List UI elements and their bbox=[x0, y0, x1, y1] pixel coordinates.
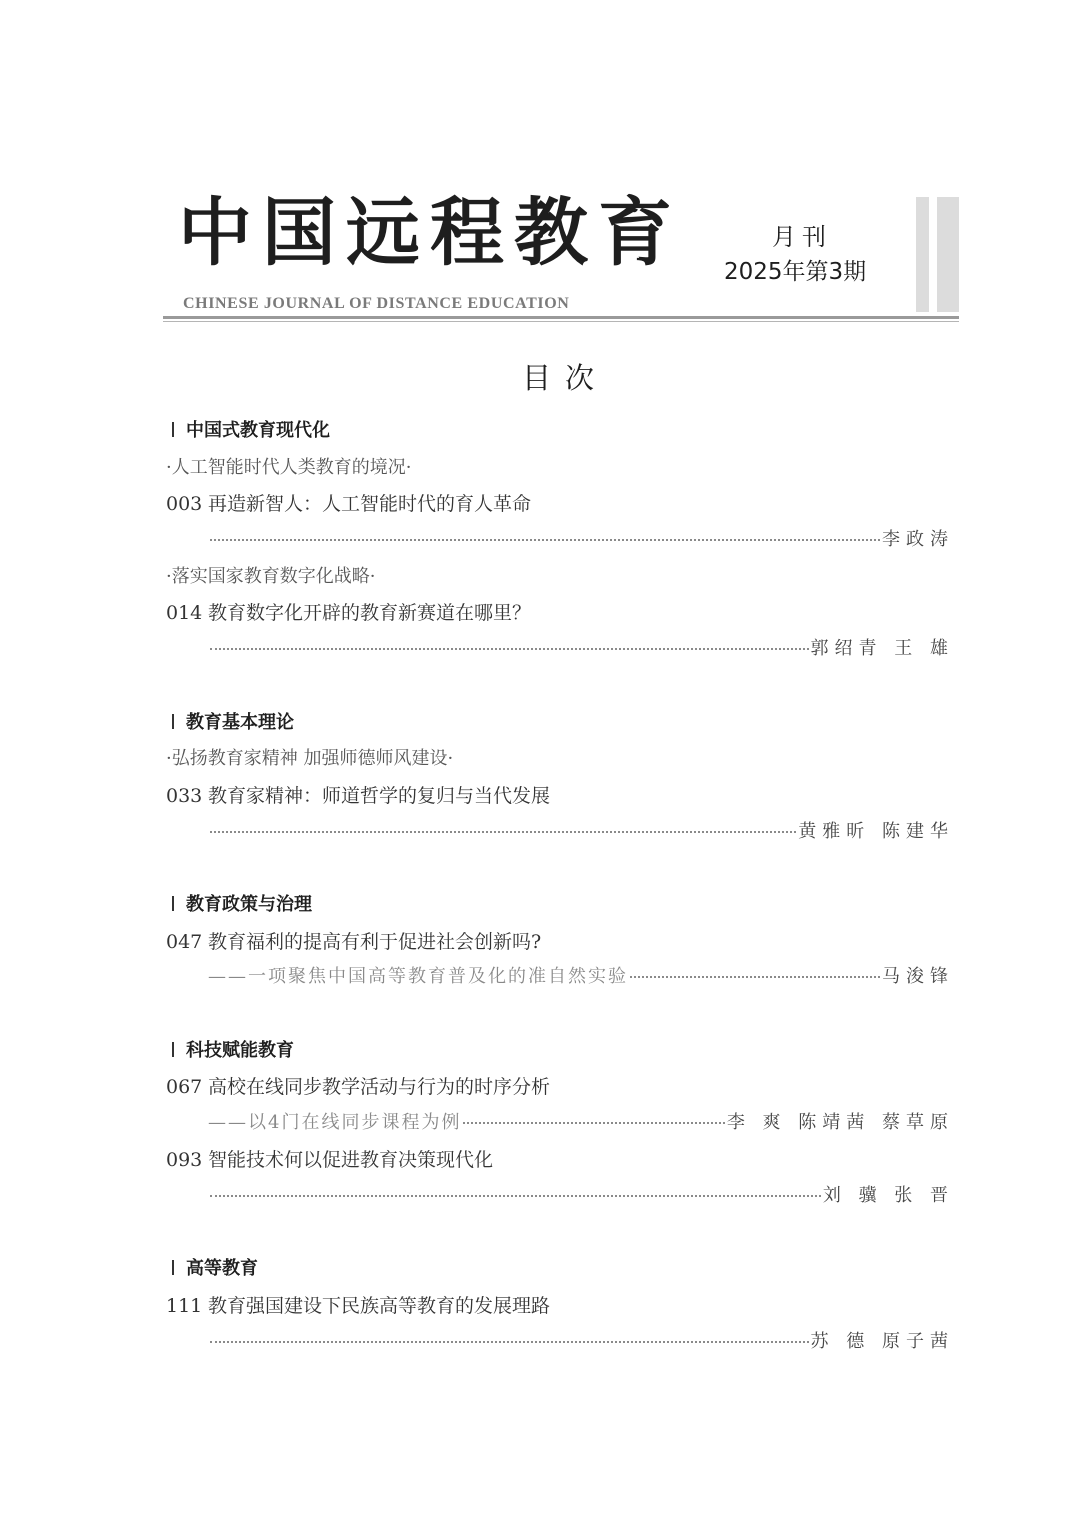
article-title-text: 再造新智人：人工智能时代的育人革命 bbox=[208, 493, 532, 515]
section-marker bbox=[172, 1042, 174, 1057]
dot-leader bbox=[463, 1122, 724, 1124]
article-title-text: 教育福利的提高有利于促进社会创新吗? bbox=[208, 931, 542, 953]
header-rule bbox=[163, 316, 959, 319]
section-marker bbox=[172, 422, 174, 437]
article-title-text: 教育强国建设下民族高等教育的发展理路 bbox=[208, 1295, 551, 1317]
article-title[interactable] bbox=[166, 1291, 550, 1318]
page-number: 003 bbox=[166, 493, 203, 515]
column-label: ·人工智能时代人类教育的境况· bbox=[166, 457, 412, 478]
dot-leader bbox=[210, 648, 809, 650]
page-number: 014 bbox=[166, 602, 203, 624]
article-title-text: 智能技术何以促进教育决策现代化 bbox=[208, 1149, 494, 1171]
article-authors: 黄雅昕 陈建华 bbox=[798, 821, 954, 842]
section-title: 科技赋能教育 bbox=[186, 1040, 294, 1061]
masthead bbox=[0, 0, 1080, 330]
article-leader-line bbox=[208, 634, 954, 660]
section-title: 教育政策与治理 bbox=[186, 894, 312, 915]
article-authors: 苏 德 原子茜 bbox=[810, 1331, 954, 1352]
article-subtitle: ——以4门在线同步课程为例 bbox=[208, 1112, 462, 1133]
article-title[interactable] bbox=[166, 1145, 493, 1172]
dot-leader bbox=[630, 976, 880, 978]
article-leader-line bbox=[208, 817, 954, 843]
section-marker bbox=[172, 714, 174, 729]
issue-number: 2025年第3期 bbox=[724, 259, 867, 285]
section-title: 教育基本理论 bbox=[186, 712, 294, 733]
dot-leader bbox=[210, 831, 796, 833]
publication-frequency: 月刊 bbox=[772, 223, 832, 251]
article-title[interactable] bbox=[166, 489, 531, 516]
article-authors: 李政涛 bbox=[882, 529, 954, 550]
article-title[interactable] bbox=[166, 1072, 550, 1099]
article-leader-line bbox=[208, 1108, 954, 1134]
section-heading bbox=[172, 416, 330, 442]
article-title[interactable] bbox=[166, 781, 550, 808]
decorative-bar bbox=[937, 197, 959, 312]
column-label: ·落实国家教育数字化战略· bbox=[166, 566, 376, 587]
section-heading bbox=[172, 1254, 258, 1280]
page-number: 047 bbox=[166, 931, 203, 953]
section-title: 高等教育 bbox=[186, 1258, 258, 1279]
section-marker bbox=[172, 896, 174, 911]
article-title-text: 教育家精神：师道哲学的复归与当代发展 bbox=[208, 785, 551, 807]
article-authors: 马浚锋 bbox=[882, 966, 954, 987]
section-title: 中国式教育现代化 bbox=[186, 420, 330, 441]
article-subtitle: ——一项聚焦中国高等教育普及化的准自然实验 bbox=[208, 966, 628, 987]
article-title-text: 高校在线同步教学活动与行为的时序分析 bbox=[208, 1076, 551, 1098]
journal-english-title: CHINESE JOURNAL OF DISTANCE EDUCATION bbox=[183, 295, 570, 312]
dot-leader bbox=[210, 1341, 809, 1343]
article-leader-line bbox=[208, 525, 954, 551]
dot-leader bbox=[210, 1195, 821, 1197]
article-authors: 李 爽 陈靖茜 蔡草原 bbox=[726, 1112, 954, 1133]
section-heading bbox=[172, 708, 294, 734]
article-title-text: 教育数字化开辟的教育新赛道在哪里？ bbox=[208, 602, 532, 624]
page-number: 033 bbox=[166, 785, 203, 807]
section-heading bbox=[172, 1036, 294, 1062]
header-rule bbox=[163, 321, 959, 322]
section-marker bbox=[172, 1260, 174, 1275]
article-title[interactable] bbox=[166, 927, 541, 954]
article-leader-line bbox=[208, 1181, 954, 1207]
article-title[interactable] bbox=[166, 598, 531, 625]
column-label: ·弘扬教育家精神 加强师德师风建设· bbox=[166, 748, 454, 769]
dot-leader bbox=[210, 539, 880, 541]
article-authors: 刘 骥 张 晋 bbox=[822, 1185, 954, 1206]
journal-title: 中国远程教育 bbox=[178, 190, 682, 276]
page-number: 067 bbox=[166, 1076, 203, 1098]
article-leader-line bbox=[208, 1327, 954, 1353]
page-number: 093 bbox=[166, 1149, 203, 1171]
section-heading bbox=[172, 890, 312, 916]
article-leader-line bbox=[208, 962, 954, 988]
article-authors: 郭绍青 王 雄 bbox=[810, 638, 954, 659]
decorative-bar bbox=[916, 197, 929, 312]
toc-heading: 目次 bbox=[521, 361, 608, 395]
page-number: 111 bbox=[166, 1295, 203, 1317]
